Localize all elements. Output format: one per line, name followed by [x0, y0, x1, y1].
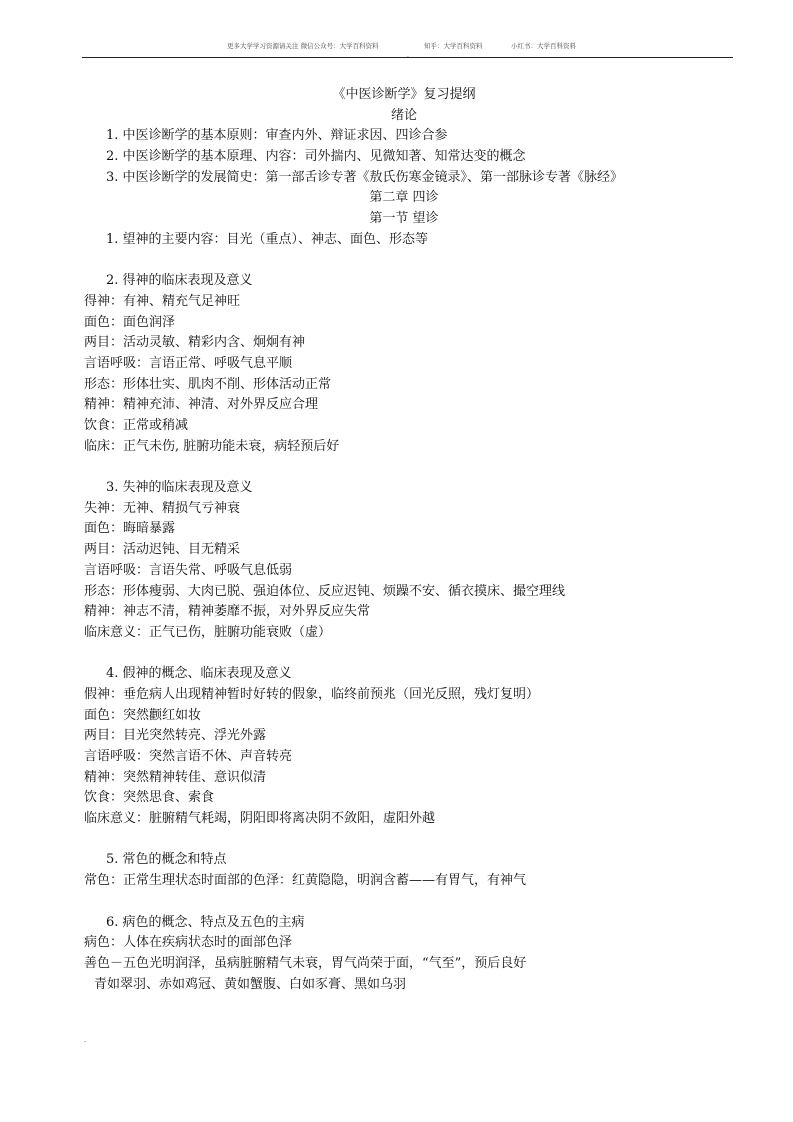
item-3-line: 失神：无神、精损气亏神衰 — [84, 500, 241, 516]
item-1: 1. 望神的主要内容：目光（重点）、神志、面色、形态等 — [106, 231, 429, 247]
item-3-line: 面色：晦暗暴露 — [84, 521, 176, 537]
item-2-line: 临床：正气未伤, 脏腑功能未衰，病轻预后好 — [84, 438, 340, 454]
item-4-line: 饮食：突然思食、索食 — [84, 790, 215, 806]
item-2-line: 两目：活动灵敏、精彩内含、炯炯有神 — [84, 335, 306, 351]
intro-point-3: 3. 中医诊断学的发展简史：第一部舌诊专著《敖氏伤寒金镜录》、第一部脉诊专著《脉经》 — [106, 169, 624, 185]
item-2-line: 言语呼吸：言语正常、呼吸气息平顺 — [84, 355, 293, 371]
header-xiaohongshu-text: 小红书：大学百科资料 — [511, 42, 576, 50]
item-4-heading: 4. 假神的概念、临床表现及意义 — [106, 666, 292, 682]
item-6-line: 青如翠羽、赤如鸡冠、黄如蟹腹、白如豕膏、黑如乌羽 — [94, 976, 407, 992]
footer-dot: . — [84, 1036, 87, 1044]
item-4-line: 临床意义：脏腑精气耗竭，阴阳即将离决阴不敛阳，虚阳外越 — [84, 811, 436, 827]
item-2-line: 得神：有神、精充气足神旺 — [84, 293, 241, 309]
item-6-line: 善色－五色光明润泽，虽病脏腑精气未衰，胃气尚荣于面，“气至”，预后良好 — [84, 955, 527, 971]
intro-point-1: 1. 中医诊断学的基本原则：审查内外、辩证求因、四诊合参 — [106, 128, 448, 144]
item-3-heading: 3. 失神的临床表现及意义 — [106, 480, 253, 496]
header-rule — [82, 57, 733, 58]
item-2-line: 精神：精神充沛、神清、对外界反应合理 — [84, 397, 319, 413]
item-4-line: 两目：目光突然转亮、浮光外露 — [84, 728, 267, 744]
item-5-heading: 5. 常色的概念和特点 — [106, 852, 227, 868]
item-6-heading: 6. 病色的概念、特点及五色的主病 — [106, 914, 305, 930]
item-4-line: 假神：垂危病人出现精神暂时好转的假象，临终前预兆（回光反照，残灯复明） — [84, 686, 540, 702]
item-5-line: 常色：正常生理状态时面部的色泽：红黄隐隐，明润含蓄——有胃气，有神气 — [84, 873, 527, 889]
item-2-heading: 2. 得神的临床表现及意义 — [106, 273, 253, 289]
item-4-line: 言语呼吸：突然言语不休、声音转亮 — [84, 749, 293, 764]
spacer — [84, 644, 724, 665]
intro-point-2: 2. 中医诊断学的基本原理、内容：司外揣内、见微知著、知常达变的概念 — [106, 149, 526, 165]
item-4-line: 面色：突然颧红如妆 — [84, 707, 202, 723]
item-2-line: 形态：形体壮实、肌肉不削、形体活动正常 — [84, 376, 332, 392]
spacer — [84, 892, 724, 913]
section-heading: 第一节 望诊 — [369, 211, 439, 227]
item-2-line: 面色：面色润泽 — [84, 314, 176, 330]
spacer — [84, 457, 724, 478]
item-6-line: 病色：人体在疾病状态时的面部色泽 — [84, 935, 293, 951]
intro-heading: 绪论 — [390, 107, 417, 123]
item-3-line: 形态：形体瘦弱、大肉已脱、强迫体位、反应迟钝、烦躁不安、循衣摸床、撮空理线 — [84, 583, 566, 599]
item-4-line: 精神：突然精神转佳、意识似清 — [84, 769, 267, 785]
header-zhihu-text: 知乎：大学百科资料 — [424, 42, 483, 50]
item-2-line: 饮食：正常或稍减 — [84, 418, 189, 433]
document-title: 《中医诊断学》复习提纲 — [332, 87, 476, 102]
item-3-line: 言语呼吸：言语失常、呼吸气息低弱 — [84, 562, 293, 578]
item-3-line: 两目：活动迟钝、目无精采 — [84, 542, 241, 558]
chapter-heading: 第二章 四诊 — [369, 190, 439, 206]
item-3-line: 精神：神志不清，精神萎靡不振，对外界反应失常 — [84, 604, 371, 620]
spacer — [84, 251, 724, 272]
header-wechat-text: 更多大学学习资源请关注 微信公众号：大学百科资料 — [227, 42, 379, 50]
header-dot: . — [407, 52, 409, 59]
document-body — [84, 85, 724, 995]
item-3-line: 临床意义：正气已伤，脏腑功能衰败（虚） — [84, 624, 332, 640]
spacer — [84, 830, 724, 851]
